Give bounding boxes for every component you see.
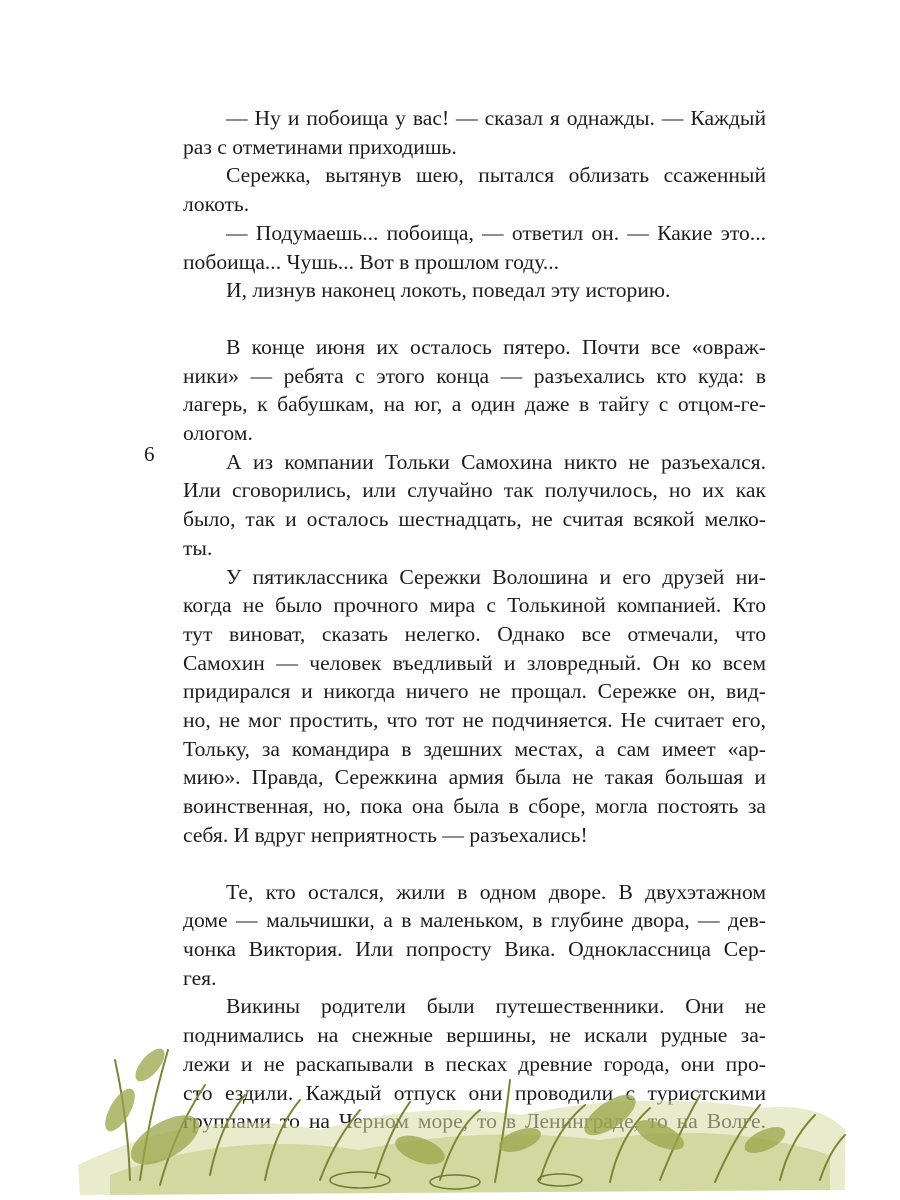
text-line: доме — мальчишки, а в маленьком, в глубине двора, — дев- <box>183 908 766 933</box>
grass-illustration <box>0 990 900 1200</box>
text-line: В конце июня их осталось пятеро. Почти все «овраж- <box>226 334 766 359</box>
text-line: Те, кто остался, жили в одном дворе. В двухэтажном <box>226 879 766 904</box>
text-line: И, лизнув наконец локоть, поведал эту историю. <box>226 278 671 303</box>
text-line: чонка Виктория. Или попросту Вика. Одноклассница Сер- <box>183 936 766 961</box>
page-text <box>183 104 766 1136</box>
text-line: раз с отметинами приходишь. <box>183 134 457 159</box>
text-line: мию». Правда, Сережкина армия была не такая большая и <box>183 765 766 790</box>
text-line: У пятиклассника Сережки Волошина и его друзей ни- <box>226 564 766 589</box>
text-line: Или сговорились, или случайно так получилось, но их как <box>183 478 766 503</box>
text-line: Сережка, вытянув шею, пытался облизать ссаженный <box>226 163 766 188</box>
text-line: А из компании Тольки Самохина никто не разъехался. <box>226 449 766 474</box>
text-line: — Ну и побоища у вас! — сказал я однажды. — Каждый <box>226 106 766 130</box>
text-line: лежи и не раскапывали в песках древние города, они про- <box>183 1051 766 1076</box>
text-line: лагерь, к бабушкам, на юг, а один даже в тайгу с отцом-ге- <box>183 392 766 417</box>
text-line: Тольку, за командира в здешних местах, а сам имеет «ар- <box>183 736 766 761</box>
text-line: тут виноват, сказать нелегко. Однако все отмечали, что <box>183 621 766 646</box>
text-line: сто ездили. Каждый отпуск они проводили с туристскими <box>183 1080 766 1105</box>
text-line: но, не мог простить, что тот не подчиняется. Не считает его, <box>183 708 766 733</box>
text-line: когда не было прочного мира с Толькиной компанией. Кто <box>183 593 766 618</box>
text-line: воинственная, но, пока она была в сборе, могла постоять за <box>183 794 766 819</box>
text-line: Викины родители были путешественники. Они не <box>226 994 766 1019</box>
section-break <box>183 850 766 878</box>
section-break <box>183 305 766 333</box>
text-line: ники» — ребята с этого конца — разъехались кто куда: в <box>183 363 766 388</box>
text-line: поднимались на снежные вершины, не искали рудные за- <box>183 1023 766 1048</box>
text-line: локоть. <box>183 192 250 217</box>
text-line: ты. <box>183 535 213 560</box>
text-line: ологом. <box>183 421 253 446</box>
page-number: 6 <box>144 442 155 466</box>
text-line: придирался и никогда ничего не прощал. Сережке он, вид- <box>183 679 766 704</box>
text-line: было, так и осталось шестнадцать, не считая всякой мелко- <box>183 507 766 532</box>
text-line: гея. <box>183 965 217 990</box>
grass-mass <box>78 1100 845 1195</box>
text-line: Самохин — человек въедливый и зловредный. Он ко всем <box>183 650 766 675</box>
text-line: себя. И вдруг неприятность — разъехались! <box>183 822 588 847</box>
text-line: — Подумаешь... побоища, — ответил он. — Какие это... <box>226 220 766 245</box>
text-line: побоища... Чушь... Вот в прошлом году... <box>183 249 560 274</box>
